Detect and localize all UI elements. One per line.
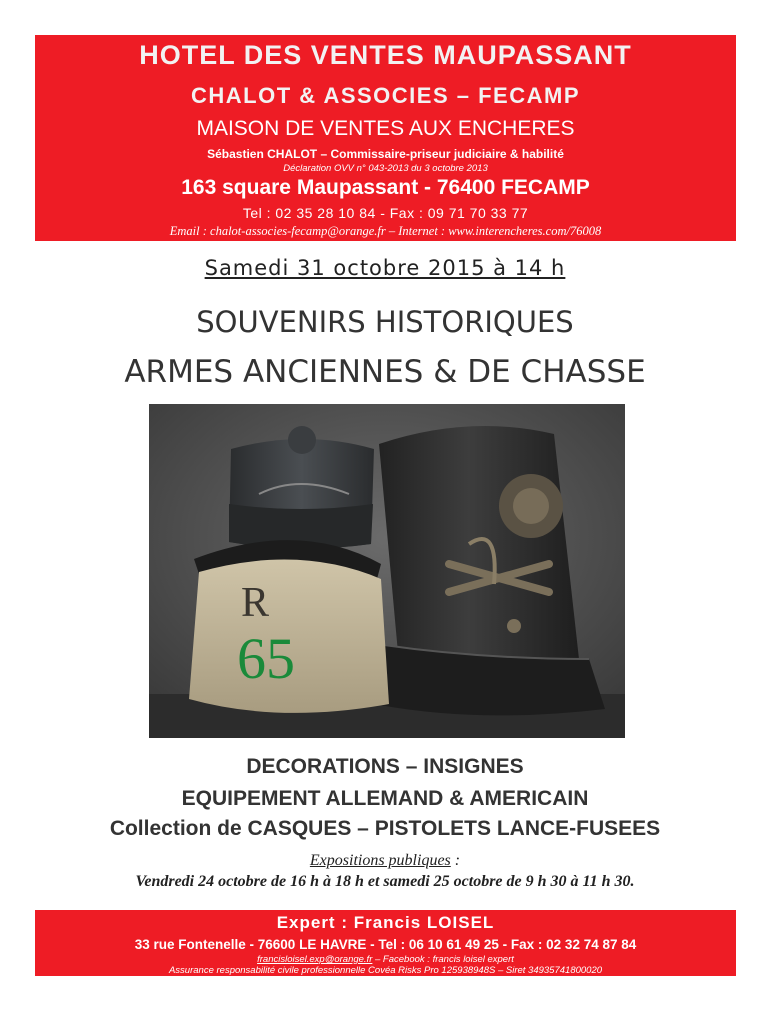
expositions-schedule: Vendredi 24 octobre de 16 h à 18 h et samedi 25 octobre de 9 h 30 à 11 h 30. — [135, 873, 635, 890]
shako-hats-photo — [149, 404, 625, 738]
sale-date: Samedi 31 octobre 2015 à 14 h — [204, 256, 566, 280]
expert-address: 33 rue Fontenelle - 76600 LE HAVRE - Tel : 06 10 61 49 25 - Fax : 02 32 74 87 84 — [134, 937, 637, 952]
expert-facebook: – Facebook : francis loisel expert — [372, 954, 514, 965]
company-subtitle: MAISON DE VENTES AUX ENCHERES — [196, 117, 575, 140]
sale-title-1: SOUVENIRS HISTORIQUES — [196, 305, 574, 339]
expositions-title: Expositions publiques — [309, 852, 451, 869]
items-line-1: DECORATIONS – INSIGNES — [246, 755, 524, 778]
expositions-heading — [0, 852, 770, 870]
header-banner — [35, 35, 736, 241]
footer-banner — [35, 910, 736, 976]
photo-label-number: 65 — [237, 626, 295, 691]
address-line: 163 square Maupassant - 76400 FECAMP — [181, 176, 590, 199]
auction-house-name: HOTEL DES VENTES MAUPASSANT — [139, 40, 632, 70]
expert-name: Expert : Francis LOISEL — [276, 913, 495, 932]
auctioneer-line: Sébastien CHALOT – Commissaire-priseur judiciaire & habilité — [207, 147, 564, 161]
declaration-line: Déclaration OVV n° 043-2013 du 3 octobre 2013 — [283, 163, 488, 174]
insurance-line: Assurance responsabilité civile professionnelle Covéa Risks Pro 125938948S – Siret 34935741800020 — [168, 965, 603, 976]
company-name: CHALOT & ASSOCIES – FECAMP — [191, 83, 580, 108]
email-internet-line[interactable]: Email : chalot-associes-fecamp@orange.fr – Internet : www.interencheres.com/76008 — [169, 224, 602, 238]
phone-fax-line: Tel : 02 35 28 10 84 - Fax : 09 71 70 33 77 — [242, 205, 529, 221]
expert-contact — [35, 954, 736, 965]
items-line-3: Collection de CASQUES – PISTOLETS LANCE-FUSEES — [109, 817, 661, 840]
expositions-title-suffix: : — [450, 852, 461, 869]
photo-label-letter: R — [241, 580, 270, 626]
sale-title-2: ARMES ANCIENNES & DE CHASSE — [124, 354, 646, 390]
expert-email-link[interactable]: francisloisel.exp@orange.fr — [257, 954, 373, 965]
items-line-2: EQUIPEMENT ALLEMAND & AMERICAIN — [181, 787, 589, 810]
